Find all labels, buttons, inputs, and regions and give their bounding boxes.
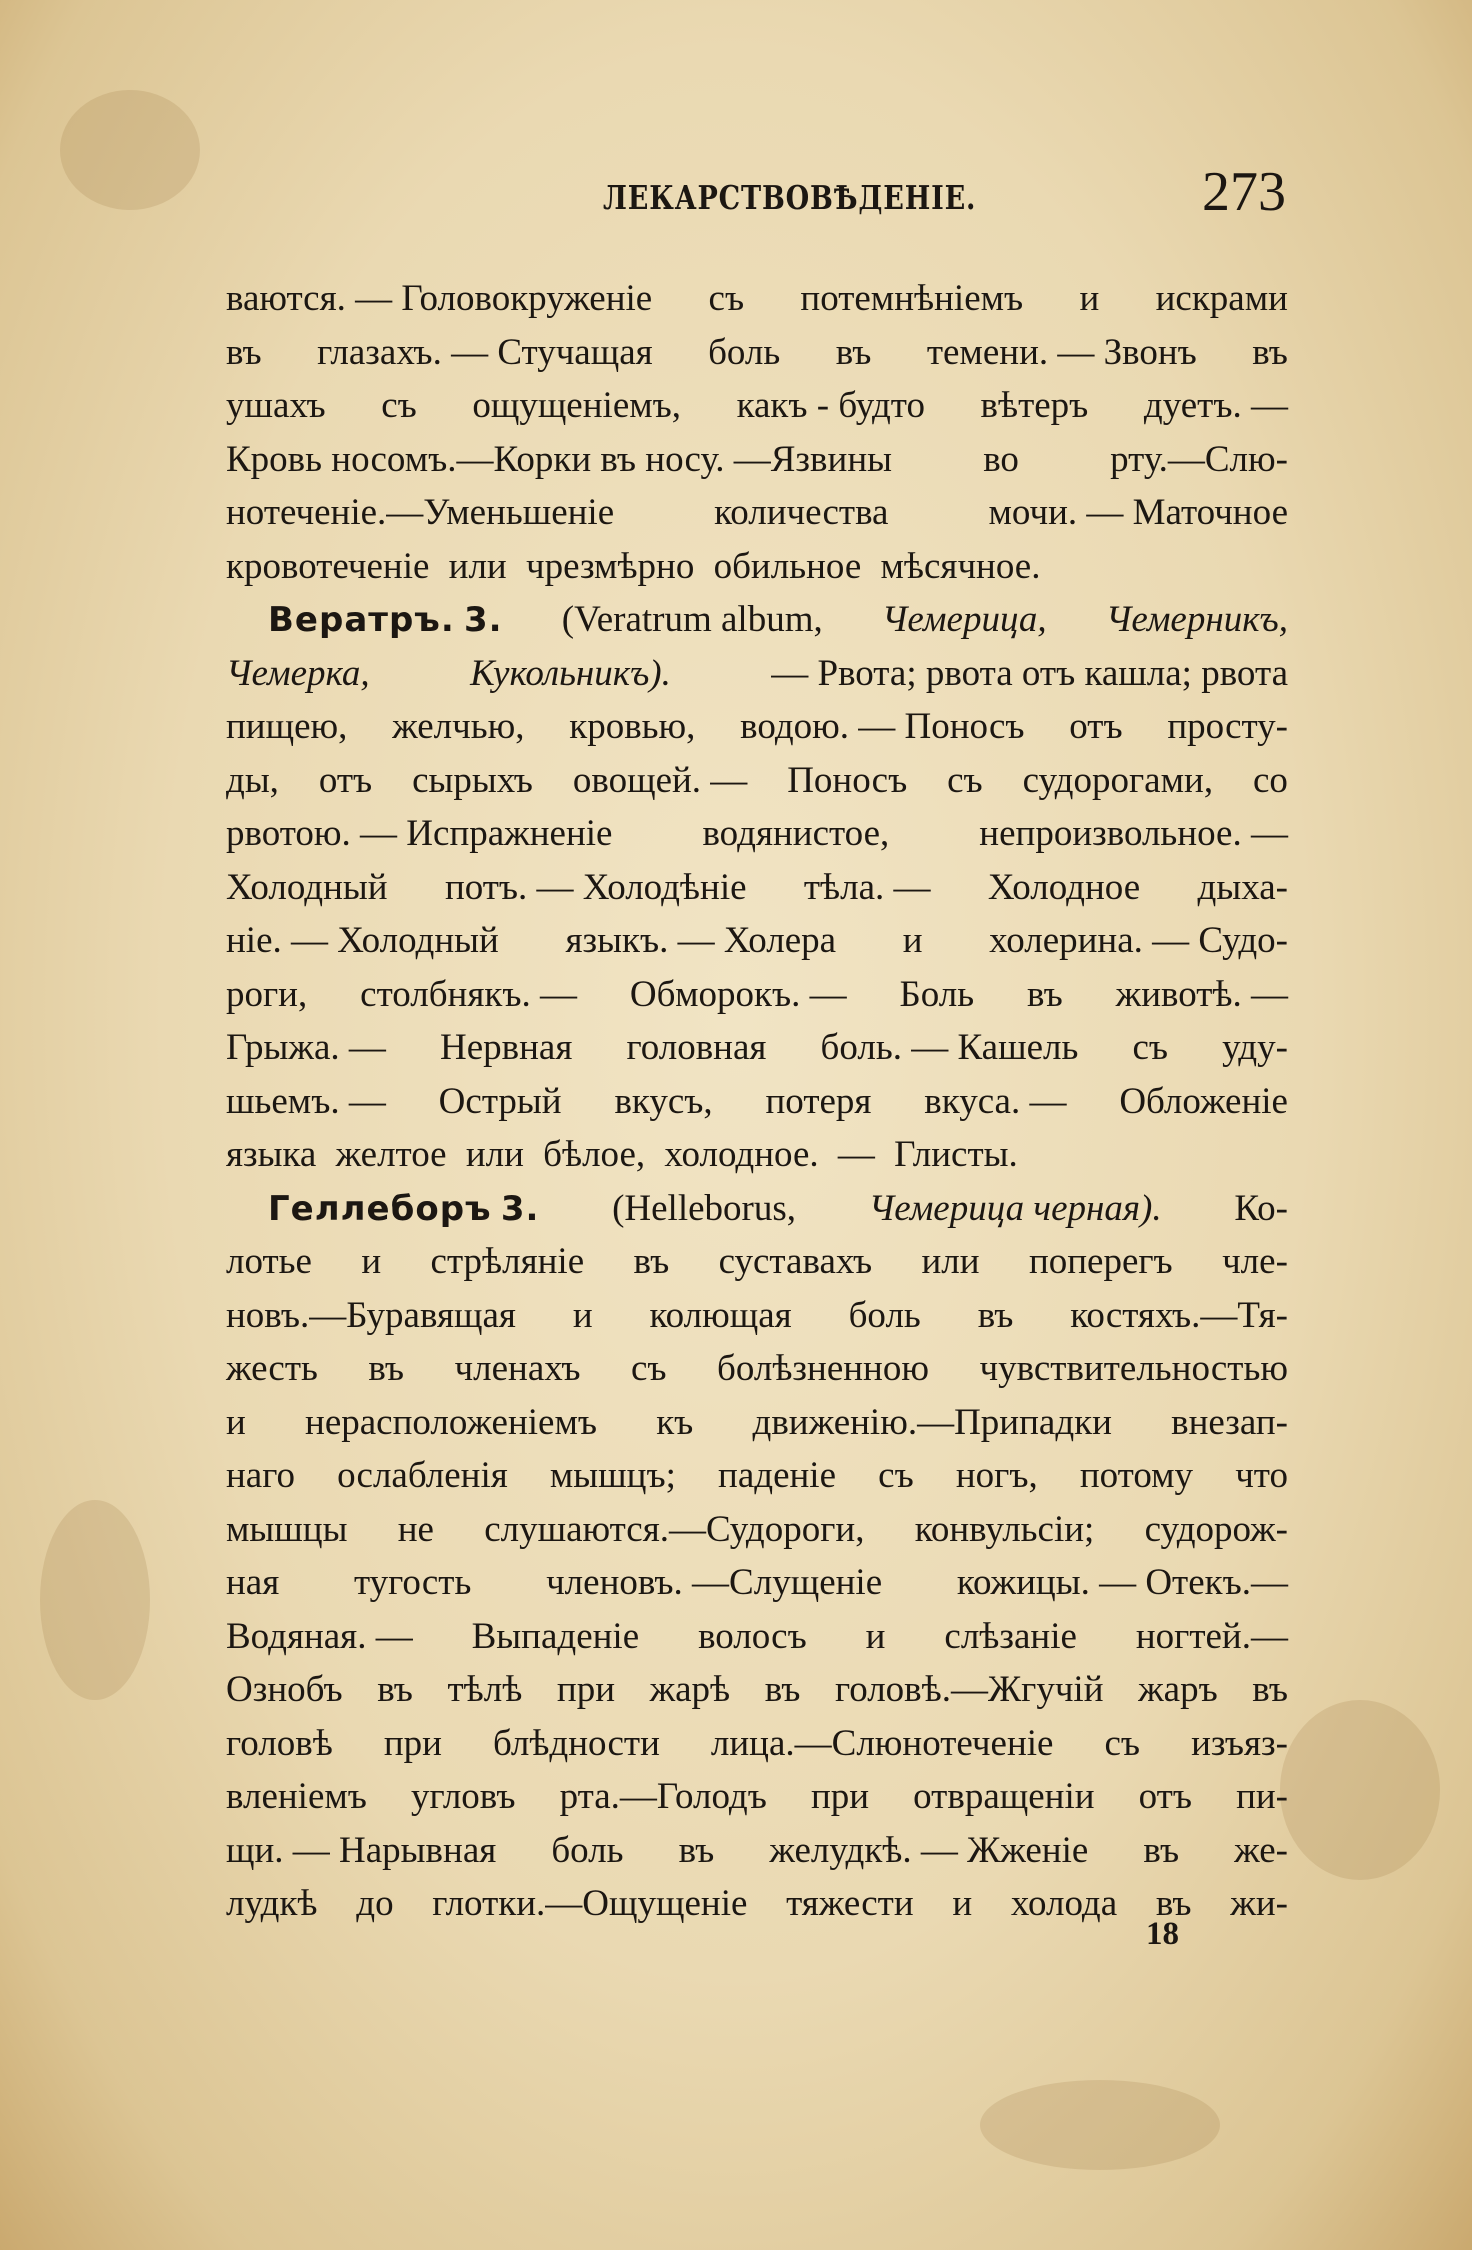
line-word: дыха- (1197, 866, 1288, 908)
text-line (226, 1342, 1288, 1396)
line-word: мочи. — Маточное (988, 492, 1288, 533)
line-word: болѣзненною (717, 1348, 930, 1389)
line-word: ная (226, 1562, 280, 1603)
line-word: и (865, 1615, 886, 1657)
line-word: Выпаденіе (471, 1615, 640, 1657)
line-word: рта.—Голодъ (559, 1776, 767, 1817)
signature-mark: 18 (1146, 1916, 1179, 1952)
line-word: слушаются.—Судороги, (484, 1508, 865, 1550)
line-word: и (902, 920, 923, 961)
line-word: Холодный (226, 866, 388, 908)
line-word: роги, (226, 973, 308, 1015)
line-word: слѣзаніе (944, 1615, 1077, 1657)
line-word: жесть (226, 1348, 318, 1389)
line-word: пи- (1236, 1776, 1288, 1817)
line-word: вѣтеръ (980, 385, 1089, 426)
line-word: вленіемъ (226, 1776, 367, 1817)
latin-name: (Helleborus, (612, 1187, 797, 1229)
text-line (226, 700, 1288, 754)
line-word: вкусъ, (614, 1080, 713, 1122)
line-word: ды, (226, 759, 279, 801)
body-text (226, 272, 1288, 1931)
line-word: движенію.—Припадки (752, 1401, 1112, 1443)
line-word: Боль (899, 973, 975, 1015)
line-word: шьемъ. — (226, 1080, 386, 1122)
line-word: тѣла. — (803, 866, 931, 908)
line-word: кровью, (569, 706, 696, 747)
line-word: въ (226, 331, 262, 373)
line-word: изъяз- (1191, 1722, 1288, 1764)
line-word: до (356, 1883, 394, 1924)
line-word: поперегъ (1028, 1241, 1173, 1282)
line-word: головѣ (226, 1722, 333, 1764)
line-word: съ (381, 385, 417, 426)
line-word: овощей. — (572, 759, 748, 801)
line-word: и (361, 1241, 382, 1282)
line-text: — Рвота; рвота отъ кашла; рвота (771, 652, 1288, 694)
line-word: во (983, 438, 1019, 480)
line-word: блѣдности (492, 1722, 660, 1764)
line-word: ослабленія (337, 1455, 508, 1496)
line-word: въ (1027, 973, 1063, 1015)
synonym: Чемерка, (226, 652, 370, 694)
line-word: что (1235, 1455, 1288, 1496)
line-word: въ (1155, 1883, 1192, 1924)
line-word: рвотою. — Испражненіе (226, 813, 613, 854)
line-word: потому (1079, 1455, 1194, 1496)
line-word: щи. — Нарывная (226, 1829, 497, 1871)
line-word: костяхъ.—Тя- (1070, 1294, 1288, 1336)
line-word: просту- (1167, 706, 1288, 747)
line-word: чле- (1222, 1241, 1288, 1282)
line-word: стрѣляніе (430, 1241, 585, 1282)
line-word: угловъ (411, 1776, 516, 1817)
text-line (226, 1128, 1288, 1182)
line-word: при (556, 1669, 615, 1710)
line-word: дуетъ. — (1143, 385, 1288, 426)
text-line (226, 1021, 1288, 1075)
line-word: и (952, 1883, 973, 1924)
text-line (226, 1503, 1288, 1557)
line-word: съ (878, 1455, 914, 1496)
text-line (226, 807, 1288, 861)
text-line (226, 968, 1288, 1022)
line-word: лудкѣ (226, 1883, 318, 1924)
synonym: Чемерица черная). (868, 1187, 1162, 1229)
line-word: Кровь носомъ.—Корки въ носу. —Язвины (226, 438, 892, 480)
text-line (226, 647, 1288, 701)
synonym: Чемерица, (881, 599, 1047, 640)
line-word: ушахъ (226, 385, 326, 426)
line-word: съ (630, 1348, 667, 1389)
line-word: внезап- (1171, 1401, 1288, 1443)
line-word: тѣлѣ (447, 1669, 523, 1710)
text-line (226, 1610, 1288, 1664)
line-word: холода (1010, 1883, 1118, 1924)
line-word: со (1252, 759, 1288, 801)
line-word: тяжести (786, 1883, 914, 1924)
line-word: къ (656, 1401, 694, 1443)
line-word: чувствительностью (979, 1348, 1288, 1389)
line-word: съ (1104, 1722, 1141, 1764)
line-word: съ (947, 759, 983, 801)
line-word: съ (708, 278, 745, 319)
line-word: отвращеніи (913, 1776, 1095, 1817)
line-word: въ (977, 1294, 1014, 1336)
line-word: членовъ. —Слущеніе (546, 1562, 883, 1603)
synonym: Чемерникъ, (1105, 599, 1288, 640)
line-word: Холодное (987, 866, 1141, 908)
line-word: рту.—Слю- (1110, 438, 1288, 480)
line-word: Обложеніе (1119, 1080, 1288, 1122)
line-word: отъ (1138, 1776, 1192, 1817)
text-line (226, 914, 1288, 968)
line-word: потъ. — Холодѣніе (444, 866, 747, 908)
line-word: жарѣ (649, 1669, 731, 1710)
line-word: головѣ.—Жгучій (834, 1669, 1104, 1710)
text-line (226, 486, 1288, 540)
text-line (226, 1717, 1288, 1771)
text-line (226, 861, 1288, 915)
line-word: потемнѣніемъ (800, 278, 1024, 319)
line-word: количества (714, 492, 889, 533)
line-word: Грыжа. — (226, 1027, 386, 1068)
line-word: уду- (1222, 1027, 1288, 1068)
line-word: наго (226, 1455, 295, 1496)
line-word: желудкѣ. — Жженіе (769, 1829, 1089, 1871)
line-word: Поносъ (787, 759, 908, 801)
line-word: Нервная (440, 1027, 573, 1068)
paragraph-veratrum (226, 593, 1288, 1182)
line-word: судорож- (1144, 1508, 1288, 1550)
text-line (226, 754, 1288, 808)
line-word: же- (1234, 1829, 1288, 1871)
line-word: боль (848, 1294, 921, 1336)
line-word: въ (835, 331, 872, 373)
text-line (226, 1235, 1288, 1289)
text-line (226, 1449, 1288, 1503)
line-word: глотки.—Ощущеніе (432, 1883, 748, 1924)
line-word: нерасположеніемъ (305, 1401, 597, 1443)
line-word: въ (368, 1348, 405, 1389)
line-word: мышцъ; (549, 1455, 676, 1496)
line-word: глазахъ. — Стучащая (317, 331, 653, 373)
running-head: ЛЕКАРСТВОВѢДЕНІЕ. (603, 178, 977, 217)
line-word: водянистое, (702, 813, 890, 854)
page-number: 273 (1202, 161, 1286, 223)
text-line (226, 272, 1288, 326)
line-word: въ (1252, 1669, 1288, 1710)
text-line: Вератръ. 3. (Veratrum album, Чемерица, Чемерникъ, (226, 593, 1288, 647)
entry-dose: 3. (464, 600, 503, 640)
line-word: членахъ (454, 1348, 581, 1389)
line-word: отъ (1069, 706, 1123, 747)
text-line (226, 1075, 1288, 1129)
line-word: новъ.—Буравящая (226, 1294, 516, 1336)
line-word: колющая (649, 1294, 792, 1336)
line-word: водою. — Поносъ (740, 706, 1025, 747)
line-word: пищею, (226, 706, 348, 747)
line-word: темени. — Звонъ (926, 331, 1197, 373)
text-line (226, 379, 1288, 433)
line-word: суставахъ (718, 1241, 873, 1282)
text-line (226, 1770, 1288, 1824)
line-word: не (397, 1508, 434, 1550)
line-word: жи- (1230, 1883, 1288, 1924)
line-word: при (810, 1776, 870, 1817)
line-word: нотеченіе.—Уменьшеніе (226, 492, 615, 533)
entry-heading: Геллеборъ (268, 1188, 492, 1229)
line-word: въ (764, 1669, 801, 1710)
line-word: головная (626, 1027, 767, 1068)
line-word: боль. — Кашель (820, 1027, 1079, 1068)
line-word: желчью, (392, 706, 525, 747)
line-word: боль (708, 331, 781, 373)
text-line (226, 1556, 1288, 1610)
line-word: вкуса. — (924, 1080, 1067, 1122)
line-word: ногъ, (955, 1455, 1038, 1496)
line-word: лица.—Слюнотеченіе (710, 1722, 1054, 1764)
text-line (226, 326, 1288, 380)
line-word: и (1079, 278, 1100, 319)
line-word: ногтей.— (1135, 1615, 1288, 1657)
latin-name: Veratrum album, (574, 599, 823, 640)
text-line (226, 540, 1288, 594)
line-word: ощущеніемъ, (472, 385, 682, 426)
line-word: Водяная. — (226, 1615, 413, 1657)
entry-heading: Вератръ. (268, 600, 455, 640)
line-word: Ознобъ (226, 1669, 343, 1710)
text-line (226, 1289, 1288, 1343)
line-word: Обморокъ. — (629, 973, 847, 1015)
entry-dose: 3. (500, 1188, 540, 1229)
line-word: животѣ. — (1115, 973, 1288, 1015)
line-text: Ко- (1234, 1187, 1288, 1229)
line-word: жаръ (1138, 1669, 1218, 1710)
line-word: въ (1143, 1829, 1180, 1871)
line-word: кожицы. — Отекъ.— (956, 1562, 1288, 1603)
line-word: въ (633, 1241, 670, 1282)
line-word: при (383, 1722, 442, 1764)
line-word: Острый (438, 1080, 562, 1122)
line-word: потеря (765, 1080, 872, 1122)
line-word: въ (678, 1829, 715, 1871)
text-line (226, 1824, 1288, 1878)
line-word: паденіе (718, 1455, 836, 1496)
line-word: лотье (226, 1241, 312, 1282)
text-line (226, 1877, 1288, 1931)
line-word: какъ - будто (736, 385, 925, 426)
line-word: и (572, 1294, 593, 1336)
line-word: сырыхъ (412, 759, 533, 801)
line-word: ваются. — Головокруженіе (226, 278, 653, 319)
line-word: отъ (318, 759, 373, 801)
line-word: мышцы (226, 1508, 348, 1550)
line-word: или (921, 1241, 980, 1282)
line-word: въ (1252, 331, 1288, 373)
line-word: судорогами, (1022, 759, 1214, 801)
line-word: съ (1132, 1027, 1169, 1068)
text-line (226, 1663, 1288, 1717)
line-word: конвульсіи; (914, 1508, 1095, 1550)
line-word: непроизвольное. — (979, 813, 1288, 854)
line-word: тугость (354, 1562, 472, 1603)
line-word: въ (377, 1669, 413, 1710)
line-word: искрами (1155, 278, 1288, 319)
synonym: Кукольникъ). (470, 652, 671, 694)
line-word: и (226, 1401, 246, 1443)
line-word: языка желтое или бѣлое, холодное. — Глисты. (226, 1134, 1018, 1175)
line-word: языкъ. — Холера (565, 920, 837, 961)
text-line (226, 1182, 1288, 1236)
line-word: боль (551, 1829, 624, 1871)
line-word: волосъ (698, 1615, 807, 1657)
line-word: ніе. — Холодный (226, 920, 499, 961)
paragraph-helleborus (226, 1182, 1288, 1931)
line-word: холерина. — Судо- (989, 920, 1288, 961)
line-word: столбнякъ. — (360, 973, 577, 1015)
text-line (226, 433, 1288, 487)
paragraph-1 (226, 272, 1288, 593)
text-line (226, 1396, 1288, 1450)
line-word: кровотеченіе или чрезмѣрно обильное мѣсячное. (226, 545, 1041, 587)
